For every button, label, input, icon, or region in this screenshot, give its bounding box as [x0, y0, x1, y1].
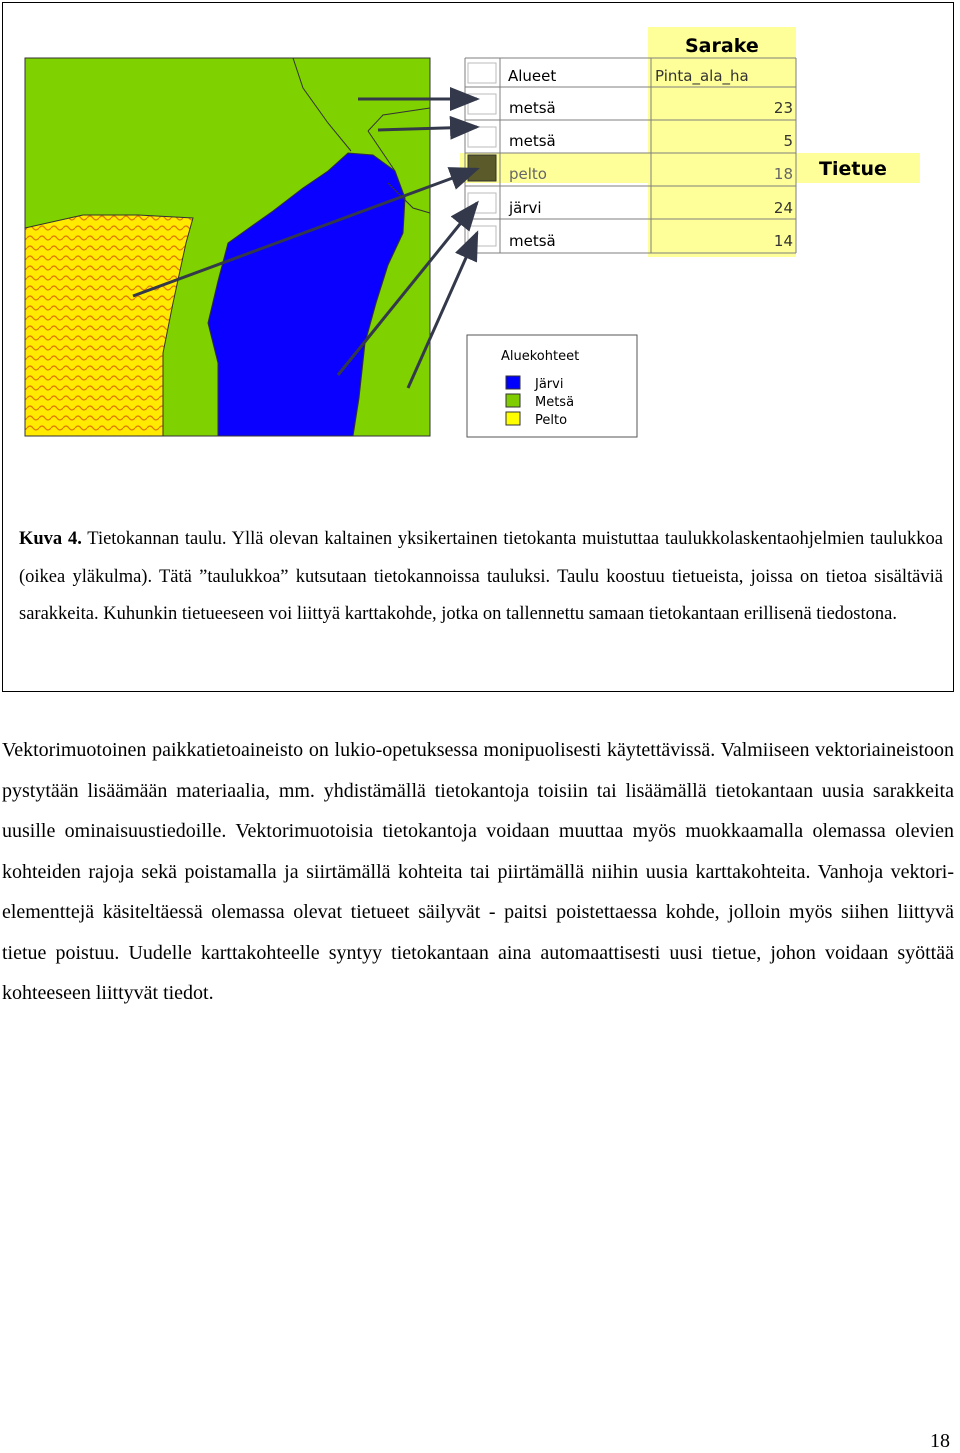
- row-alue: metsä: [509, 132, 556, 150]
- selector-cell: [468, 94, 496, 114]
- column-header-label: Sarake: [685, 35, 759, 57]
- column-header-highlight: [648, 27, 796, 257]
- row-ala: 5: [783, 132, 793, 150]
- figure-caption: [19, 521, 943, 634]
- body-paragraph: Vektorimuotoinen paikkatietoaineisto on lukio-opetuksessa monipuolisesti käytettävissä. Valmiiseen vektoriaineistoon pystytään lisäämään materiaalia, mm. yhdistämällä tietokantoja toisiin tai lisäämällä tietokantaan uusia sarakkeita uusille ominaisuustiedoille. Vektorimuotoisia tietokantoja voidaan muuttaa myös muokkaamalla olemassa olevien kohteiden rajoja sekä poistamalla ja siirtämällä kohteita tai piirtämällä niihin uusia karttakohteita. Vanhoja vektori-elementtejä käsiteltäessä olemassa olevat tietueet säilyvät - paitsi poistettaessa kohde, jolloin myös siihen liittyvä tietue poistuu. Uudelle karttakohteelle syntyy tietokantaan aina automaattisesti uusi tietue, johon voidaan syöttää kohteeseen liittyvät tiedot.: [2, 739, 954, 1004]
- legend-title: Aluekohteet: [501, 349, 580, 364]
- row-alue: järvi: [509, 199, 542, 217]
- row-ala: 24: [773, 199, 793, 217]
- row-alue: metsä: [509, 232, 556, 250]
- legend-swatch-jarvi: [506, 376, 520, 389]
- legend-swatch-pelto: [506, 412, 520, 425]
- selector-cell-selected: [468, 155, 496, 181]
- record-label: Tietue: [819, 158, 887, 180]
- map: [25, 58, 430, 436]
- caption-text: Tietokannan taulu. Yllä olevan kaltainen yksikertainen tietokanta muistuttaa taulukkolaskentaohjelmien taulukkoa (oikea yläkulma). Tätä ”taulukkoa” kutsutaan tietokannoissa tauluksi. Taulu koostuu tietueista, joissa on tietoa sisältäviä sarakkeita. Kuhunkin tietueeseen voi liittyä karttakohde, jotka on tallennettu samaan tietokantaan erillisenä tiedostona.: [19, 529, 943, 624]
- legend-swatch-metsa: [506, 394, 520, 407]
- record-table: [460, 27, 920, 257]
- page-number: 18: [930, 1430, 950, 1452]
- legend-label: Pelto: [535, 413, 568, 428]
- row-alue: metsä: [509, 99, 556, 117]
- row-alue: pelto: [509, 165, 547, 183]
- row-ala: 14: [773, 232, 793, 250]
- legend-label: Metsä: [535, 395, 575, 410]
- map-legend: [467, 335, 637, 437]
- caption-lead: Kuva 4.: [19, 529, 82, 549]
- legend-label: Järvi: [535, 377, 564, 392]
- selector-cell: [468, 63, 496, 83]
- selector-cell: [468, 127, 496, 147]
- database-figure: [3, 3, 953, 503]
- column-name-pinta-ala: Pinta_ala_ha: [655, 67, 749, 85]
- figure-frame: [2, 2, 954, 692]
- row-ala: 23: [773, 99, 793, 117]
- row-ala: 18: [773, 165, 793, 183]
- column-name-alueet: Alueet: [508, 67, 557, 85]
